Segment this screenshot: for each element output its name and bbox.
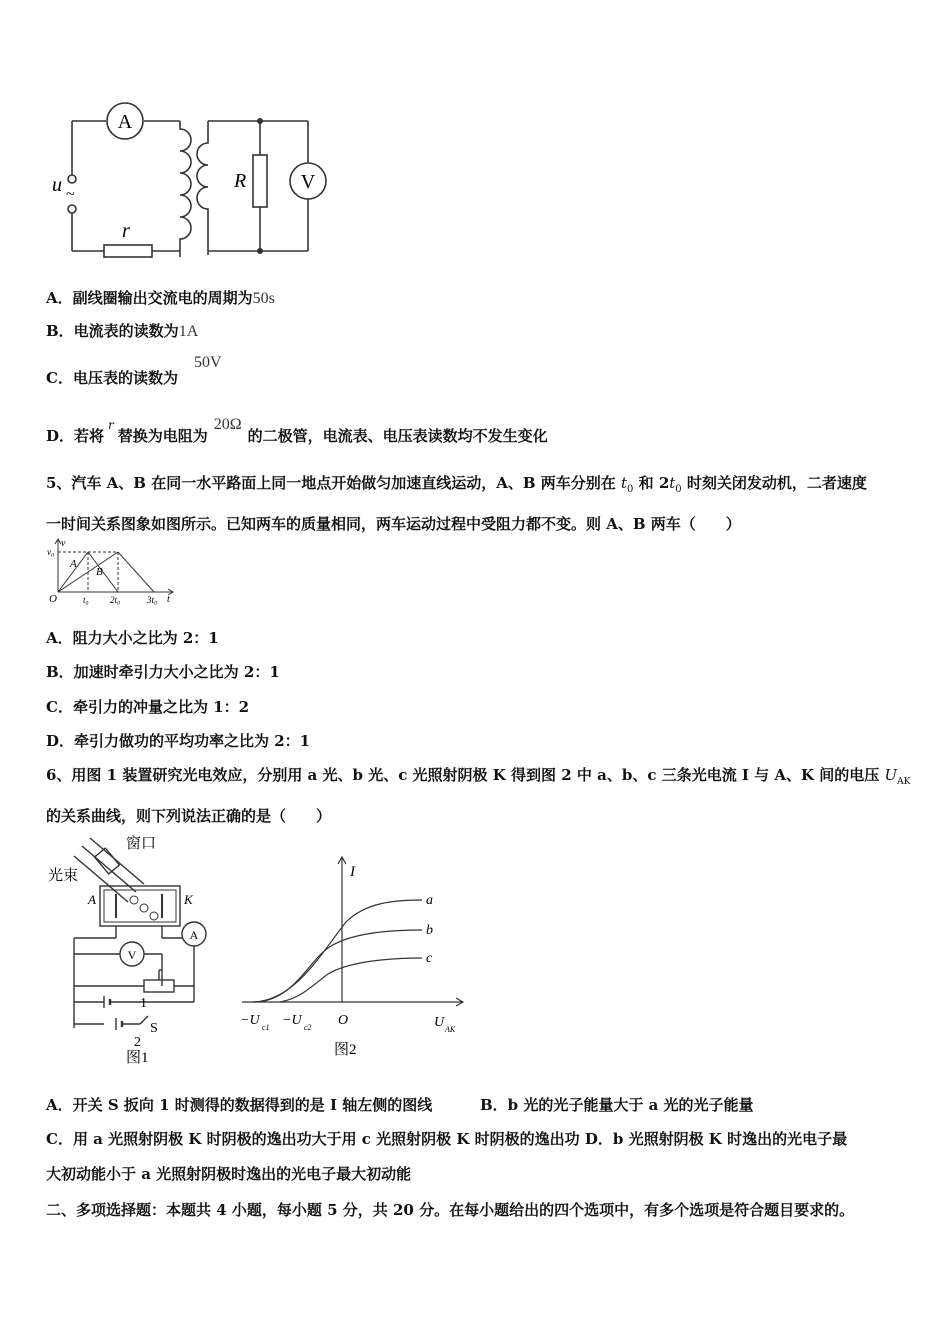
transformer-circuit-diagram <box>40 95 340 265</box>
fig1-cathode-label: K <box>184 892 193 907</box>
q4-option-a-text: A．副线圈输出交流电的周期为 <box>46 289 253 307</box>
q4-option-d-value: 20Ω <box>213 416 242 433</box>
q4-option-b-text: B．电流表的读数为 <box>46 322 179 340</box>
q6-option-a: A．开关 S 扳向 1 时测得的数据得到的是 I 轴左侧的图线 <box>46 1096 433 1114</box>
curve-a <box>254 900 422 1002</box>
q5-option-d: D．牵引力做功的平均功率之比为 2：1 <box>46 732 311 750</box>
q4-option-a <box>46 287 275 308</box>
q5-stem-line1 <box>46 466 916 507</box>
q6-u-symbol: U <box>884 766 898 784</box>
fig1-caption: 图1 <box>126 1050 149 1066</box>
fig2-uc1-sub: c1 <box>262 1023 270 1032</box>
fig2-i-axis-label: I <box>350 864 355 880</box>
fig2-uak-label: U <box>434 1015 445 1030</box>
q4-option-b-value: 1A <box>178 323 199 340</box>
fig2-uak-sub: AK <box>445 1025 456 1034</box>
q5-t0-sub: 0 <box>627 484 634 495</box>
fig2-uc2-sub: c2 <box>304 1023 312 1032</box>
fig1-window-label: 窗口 <box>126 836 157 852</box>
q6-stem <box>46 758 916 833</box>
q5-2t0-symbol: t <box>669 474 676 492</box>
q5-graph-origin: O <box>49 593 57 605</box>
fig1-ammeter-label: A <box>189 928 199 942</box>
q5-graph-v-label: v <box>61 538 66 549</box>
q4-option-d-post: 的二极管，电流表、电压表读数均不发生变化 <box>247 427 548 445</box>
q6-ak-sub: AK <box>897 777 911 787</box>
fig2-origin: O <box>338 1013 349 1028</box>
q5-option-c: C．牵引力的冲量之比为 1：2 <box>46 698 250 716</box>
fig1-beam-label: 光束 <box>48 868 79 884</box>
q5-t0-symbol: t <box>620 474 627 492</box>
q5-graph-a-label: A <box>70 558 77 570</box>
q6-stem-part-a: 6、用图 1 装置研究光电效应，分别用 a 光、b 光、c 光照射阴极 K 得到图 2 中 a、b、c 三条光电流 I 与 A、K 间的电压 <box>46 766 885 784</box>
source-label: u <box>52 174 62 196</box>
fig1-switch-label: S <box>150 1021 158 1036</box>
q5-stem-part-c: 时刻关闭发动机，二者速度 <box>681 474 867 492</box>
q5-stem-line2: 一时间关系图象如图所示。已知两车的质量相同，两车运动过程中受阻力都不变。则 A、B 两车（ ） <box>46 515 741 533</box>
fig2-curve-a-label: a <box>426 893 433 908</box>
q5-option-a: A．阻力大小之比为 2：1 <box>46 629 219 647</box>
q6-option-b: B．b 光的光子能量大于 a 光的光子能量 <box>480 1096 754 1114</box>
q6-stem-line2: 的关系曲线，则下列说法正确的是（ ） <box>46 807 332 825</box>
q5-graph-2t0-tick: 2t₀ <box>110 595 121 605</box>
voltmeter-label: V <box>300 171 316 193</box>
q6-option-c: C．用 a 光照射阴极 K 时阴极的逸出功大于用 c 光照射阴极 K 时阴极的逸出功 D．b 光照射阴极 K 时逸出的光电子最 <box>46 1130 848 1148</box>
q6-stem-line1 <box>46 758 916 799</box>
q5-graph-t-label: t <box>167 594 170 605</box>
q5-graph-b-label: B <box>96 566 103 578</box>
fig1-switch-pos-2: 2 <box>134 1035 141 1050</box>
q5-graph-v0-label: v₀ <box>47 547 55 557</box>
q4-option-d <box>46 416 548 446</box>
q5-graph-t0-tick: t₀ <box>83 595 89 605</box>
curve-c <box>280 958 422 1002</box>
q4-option-a-value: 50s <box>252 290 275 307</box>
resistor-r-label: r <box>122 220 130 242</box>
q4-option-b <box>46 320 198 341</box>
q4-option-c-value: 50V <box>194 354 222 371</box>
q5-2t0-sub: 0 <box>675 484 682 495</box>
fig2-uc2-label: −U <box>282 1013 302 1028</box>
ammeter-label: A <box>117 111 133 133</box>
resistor-R-label: R <box>234 170 247 192</box>
fig1-switch-pos-1: 1 <box>140 996 147 1011</box>
fig2-curve-c-label: c <box>426 951 433 966</box>
q6-figure1-apparatus <box>44 828 224 1068</box>
q5-stem-part-a: 5、汽车 A、B 在同一水平路面上同一地点开始做匀加速直线运动，A、B 两车分别在 <box>46 474 621 492</box>
q5-velocity-time-graph <box>44 536 184 606</box>
fig1-anode-label: A <box>88 892 96 907</box>
ac-tilde: ~ <box>66 186 75 203</box>
q4-option-d-mid: 替换为电阻为 <box>117 427 208 445</box>
q5-stem-part-b: 和 2 <box>633 474 670 492</box>
curve-b <box>254 930 422 1002</box>
q4-option-c-text: C．电压表的读数为 <box>46 369 178 387</box>
fig1-voltmeter-label: V <box>127 948 137 962</box>
q5-option-b: B．加速时牵引力大小之比为 2：1 <box>46 663 280 681</box>
fig2-caption: 图2 <box>334 1042 357 1058</box>
section-2-heading: 二、多项选择题：本题共 4 小题，每小题 5 分，共 20 分。在每小题给出的四个选项中，有多个选项是符合题目要求的。 <box>46 1201 855 1219</box>
q6-figure2-iu-curves <box>236 852 472 1064</box>
q5-stem <box>46 466 916 541</box>
q4-option-d-r: r <box>108 418 114 432</box>
q6-option-d: 大初动能小于 a 光照射阴极时逸出的光电子最大初动能 <box>46 1165 412 1183</box>
q5-graph-3t0-tick: 3t₀ <box>147 595 158 605</box>
fig2-curve-b-label: b <box>426 923 433 938</box>
fig2-uc1-label: −U <box>240 1013 260 1028</box>
q4-option-d-pre: D．若将 <box>46 427 105 445</box>
